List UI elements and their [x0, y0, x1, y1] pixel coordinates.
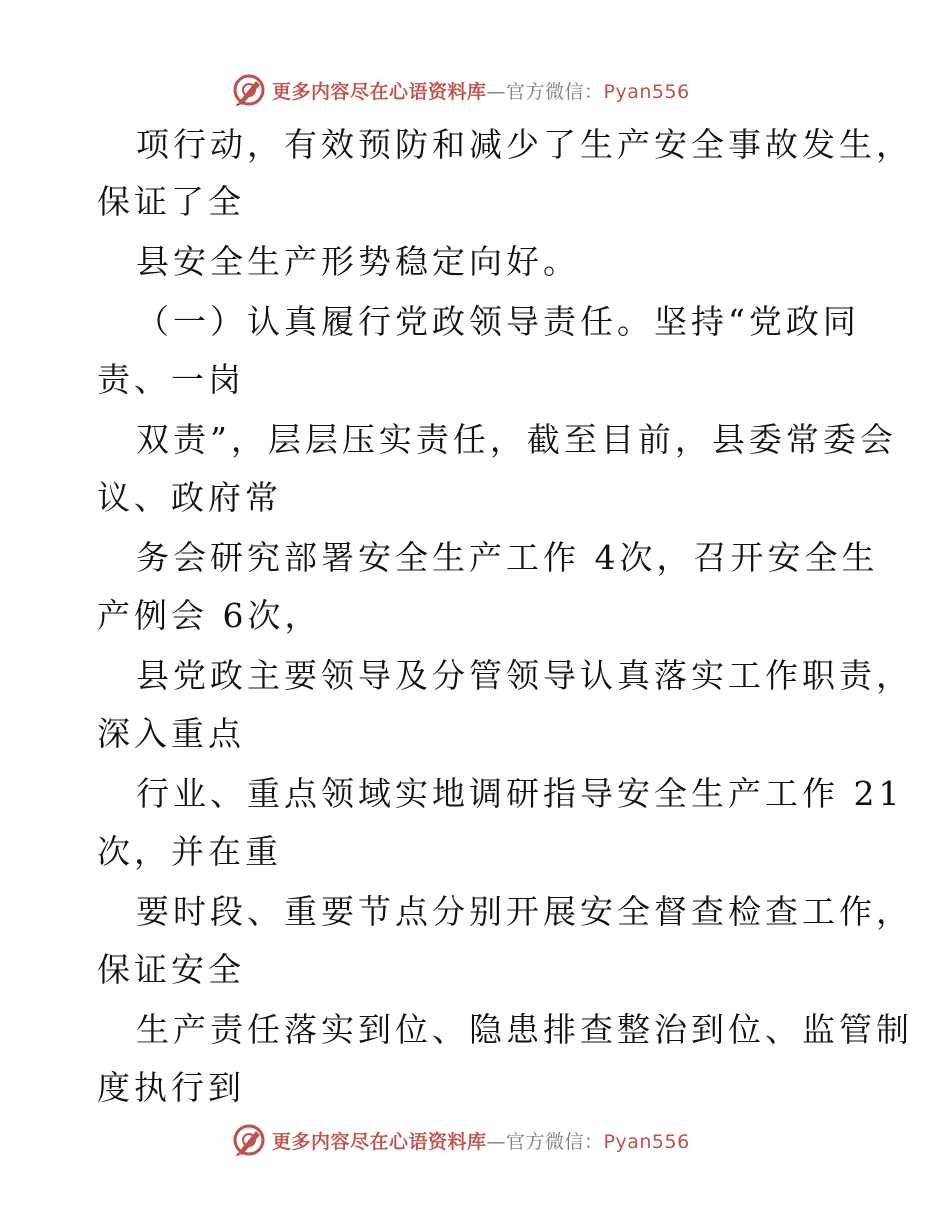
pen-logo-icon [232, 73, 266, 107]
text-line: 议、政府常 [97, 478, 282, 517]
text-line: 次，并在重 [97, 832, 282, 871]
text-line: 县安全生产形势稳定向好。 [136, 242, 580, 281]
text-line: 生产责任落实到位、隐患排查整治到位、监管制 [136, 1010, 913, 1049]
pen-logo-icon [232, 1123, 266, 1157]
text-line: 项行动，有效预防和减少了生产安全事故发生， [136, 125, 913, 164]
watermark-label: —官方微信： [486, 80, 604, 103]
watermark-wechat-id: Pyan556 [603, 80, 690, 103]
text-line: 行业、重点领域实地调研指导安全生产工作 21 [136, 774, 904, 813]
watermark-text [272, 1127, 690, 1154]
text-line: 度执行到 [97, 1068, 245, 1107]
watermark-brand: 更多内容尽在心语资料库 [272, 1130, 487, 1153]
watermark-text [272, 77, 690, 104]
text-line: 县党政主要领导及分管领导认真落实工作职责， [136, 656, 913, 695]
text-line: 务会研究部署安全生产工作 4次，召开安全生 [136, 538, 879, 577]
text-line: 保证了全 [97, 182, 245, 221]
watermark-brand: 更多内容尽在心语资料库 [272, 80, 487, 103]
text-line: （一）认真履行党政领导责任。坚持“党政同 [136, 302, 860, 341]
text-line: 责、一岗 [97, 360, 245, 399]
text-line: 深入重点 [97, 714, 245, 753]
text-line: 双责”，层层压实责任，截至目前，县委常委会 [136, 420, 897, 459]
text-line: 产例会 6次， [97, 596, 322, 635]
watermark-label: —官方微信： [486, 1130, 604, 1153]
footer-watermark [232, 1120, 752, 1160]
watermark-wechat-id: Pyan556 [603, 1130, 690, 1153]
text-line: 要时段、重要节点分别开展安全督查检查工作， [136, 892, 913, 931]
text-line: 保证安全 [97, 950, 245, 989]
header-watermark [232, 70, 752, 110]
